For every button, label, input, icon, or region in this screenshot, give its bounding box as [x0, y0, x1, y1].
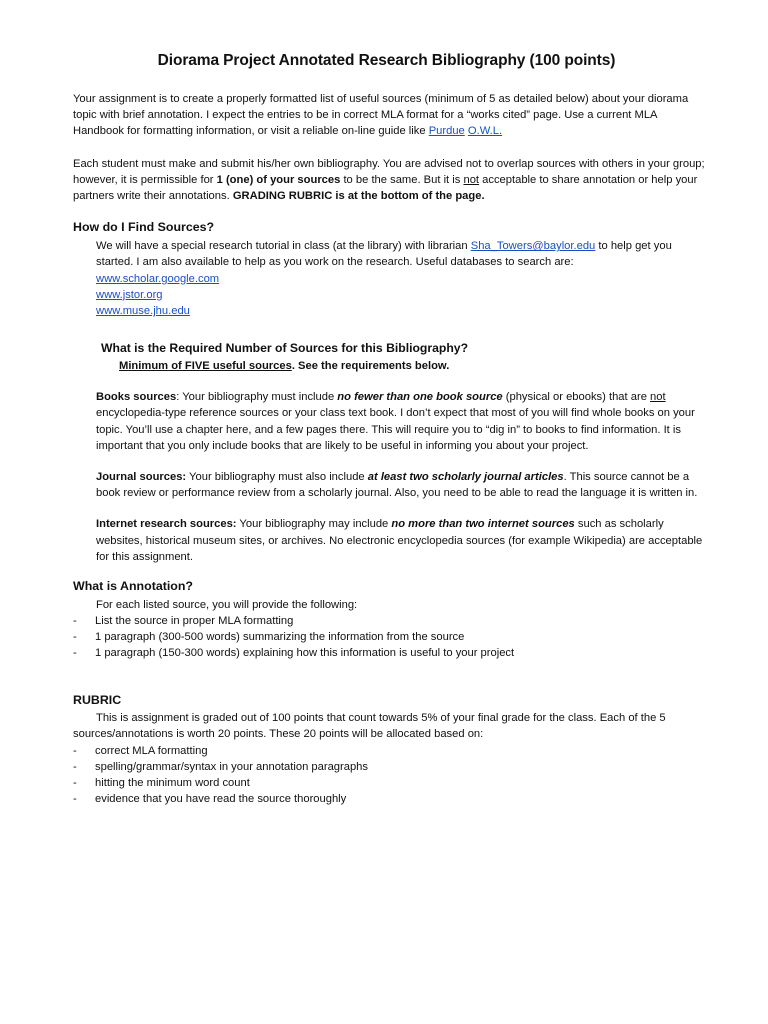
intro-paragraph: [73, 91, 706, 140]
librarian-email-link[interactable]: Sha_Towers@baylor.edu: [470, 240, 596, 253]
list-item-text: 1 paragraph (300-500 words) summarizing the information from the source: [95, 631, 465, 644]
internet-emphasis: no more than two internet sources: [391, 518, 575, 531]
annotation-section: [73, 597, 706, 613]
internet-text: Your bibliography may include: [236, 518, 392, 531]
books-sources-section: [96, 389, 706, 454]
journal-label: Journal sources:: [96, 471, 187, 484]
list-item: [73, 613, 706, 629]
list-dash: -: [73, 760, 77, 773]
database-list-item: [96, 303, 706, 319]
rubric-heading: RUBRIC: [73, 693, 122, 708]
internet-text: such as scholarly websites, historical museum sites, or archives. No electronic encyclopedia sources (for example Wikipedia) are acceptable for this assignment.: [96, 518, 703, 563]
find-sources-heading: How do I Find Sources?: [73, 220, 215, 235]
list-item-text: List the source in proper MLA formatting: [95, 615, 294, 628]
required-minimum: [119, 358, 706, 374]
policy-text: Each student must make and submit his/her own bibliography. You are advised not to overlap sources with others in your group; however, it is permissible for: [73, 157, 705, 186]
required-sources-heading: What is the Required Number of Sources for this Bibliography?: [101, 341, 469, 356]
find-sources-section: [73, 238, 706, 319]
annotation-list: [73, 613, 706, 661]
annotation-heading: What is Annotation?: [73, 579, 193, 594]
policy-paragraph: [73, 156, 706, 205]
list-dash: -: [73, 792, 77, 805]
scholar-link[interactable]: www.scholar.google.com: [96, 272, 220, 285]
books-emphasis: no fewer than one book source: [337, 391, 503, 404]
annotation-lead: For each listed source, you will provide the following:: [96, 599, 358, 612]
rubric-text: This is assignment is graded out of 100 points that count towards 5% of your final grade for the class. Each of the 5 sources/annotations is worth 20 points. These 20 points will be allocated based on:: [73, 712, 666, 741]
list-dash: -: [73, 631, 77, 644]
list-dash: -: [73, 647, 77, 660]
list-item-text: evidence that you have read the source thoroughly: [95, 792, 347, 805]
policy-text: acceptable to share annotation or help your partners write their annotations.: [73, 173, 698, 203]
find-text: to help get you started. I am also available to help as you work on the research. Useful databases to search are:: [96, 240, 672, 269]
books-sources-text: [96, 389, 706, 454]
journal-emphasis: at least two scholarly journal articles: [367, 471, 564, 484]
books-text: encyclopedia-type reference sources or your class text book. I don’t expect that most of you will find whole books on your topic. You’ll use a chapter here, and a few pages there. This will require you to “dig in” to books to find information. It is important that you only include books that are likely to be useful in informing you about your project.: [96, 407, 695, 452]
list-item: [73, 629, 706, 645]
list-dash: -: [73, 744, 77, 757]
database-list-item: [96, 271, 706, 287]
list-item: [73, 743, 706, 759]
minimum-rest: . See the requirements below.: [291, 360, 450, 373]
list-item: [73, 759, 706, 775]
policy-text: to be the same. But it is: [340, 173, 464, 186]
internet-sources-text: [96, 516, 706, 565]
books-label: Books sources: [96, 391, 177, 404]
rubric-list: [73, 743, 706, 807]
minimum-underlined: Minimum of FIVE useful sources: [119, 360, 292, 373]
muse-link[interactable]: www.muse.jhu.edu: [96, 305, 190, 318]
jstor-link[interactable]: www.jstor.org: [96, 288, 163, 301]
internet-label: Internet research sources:: [96, 518, 237, 531]
database-list-item: [96, 287, 706, 303]
list-item-text: 1 paragraph (150-300 words) explaining how this information is useful to your project: [95, 647, 515, 660]
journal-sources-section: [96, 469, 706, 501]
list-dash: -: [73, 776, 77, 789]
list-item: [73, 645, 706, 661]
list-item-text: correct MLA formatting: [95, 744, 208, 757]
rubric-note: GRADING RUBRIC is at the bottom of the page.: [232, 190, 485, 203]
policy-bold: 1 (one) of your sources: [216, 173, 341, 186]
books-text: (physical or ebooks) that are: [502, 391, 651, 404]
journal-text: Your bibliography must also include: [186, 471, 368, 484]
find-text: We will have a special research tutorial in class (at the library) with librarian: [96, 240, 471, 253]
journal-sources-text: [96, 469, 706, 501]
intro-text: Your assignment is to create a properly formatted list of useful sources (minimum of 5 as detailed below) about your diorama topic with brief annotation. I expect the entries to be in correct MLA format for a “works cited” page. Use a current MLA Handbook for formatting information, or visit a reliable on-line guide like: [73, 93, 689, 138]
policy-underline: not: [463, 173, 480, 186]
list-item: [73, 791, 706, 807]
books-underline: not: [650, 391, 666, 404]
books-text: : Your bibliography must include: [176, 391, 338, 404]
list-item-text: hitting the minimum word count: [95, 776, 250, 789]
list-item: [73, 775, 706, 791]
list-dash: -: [73, 615, 77, 628]
list-item-text: spelling/grammar/syntax in your annotation paragraphs: [95, 760, 369, 773]
owl-link[interactable]: O.W.L.: [467, 125, 503, 138]
purdue-link[interactable]: Purdue: [428, 125, 465, 138]
internet-sources-section: [96, 516, 706, 565]
find-sources-text: [96, 238, 706, 270]
document-title: Diorama Project Annotated Research Bibliography (100 points): [157, 52, 616, 69]
journal-text: . This source cannot be a book review or performance review from a scholarly journal. Also, you need to be able to read the language it is written in.: [96, 471, 698, 500]
